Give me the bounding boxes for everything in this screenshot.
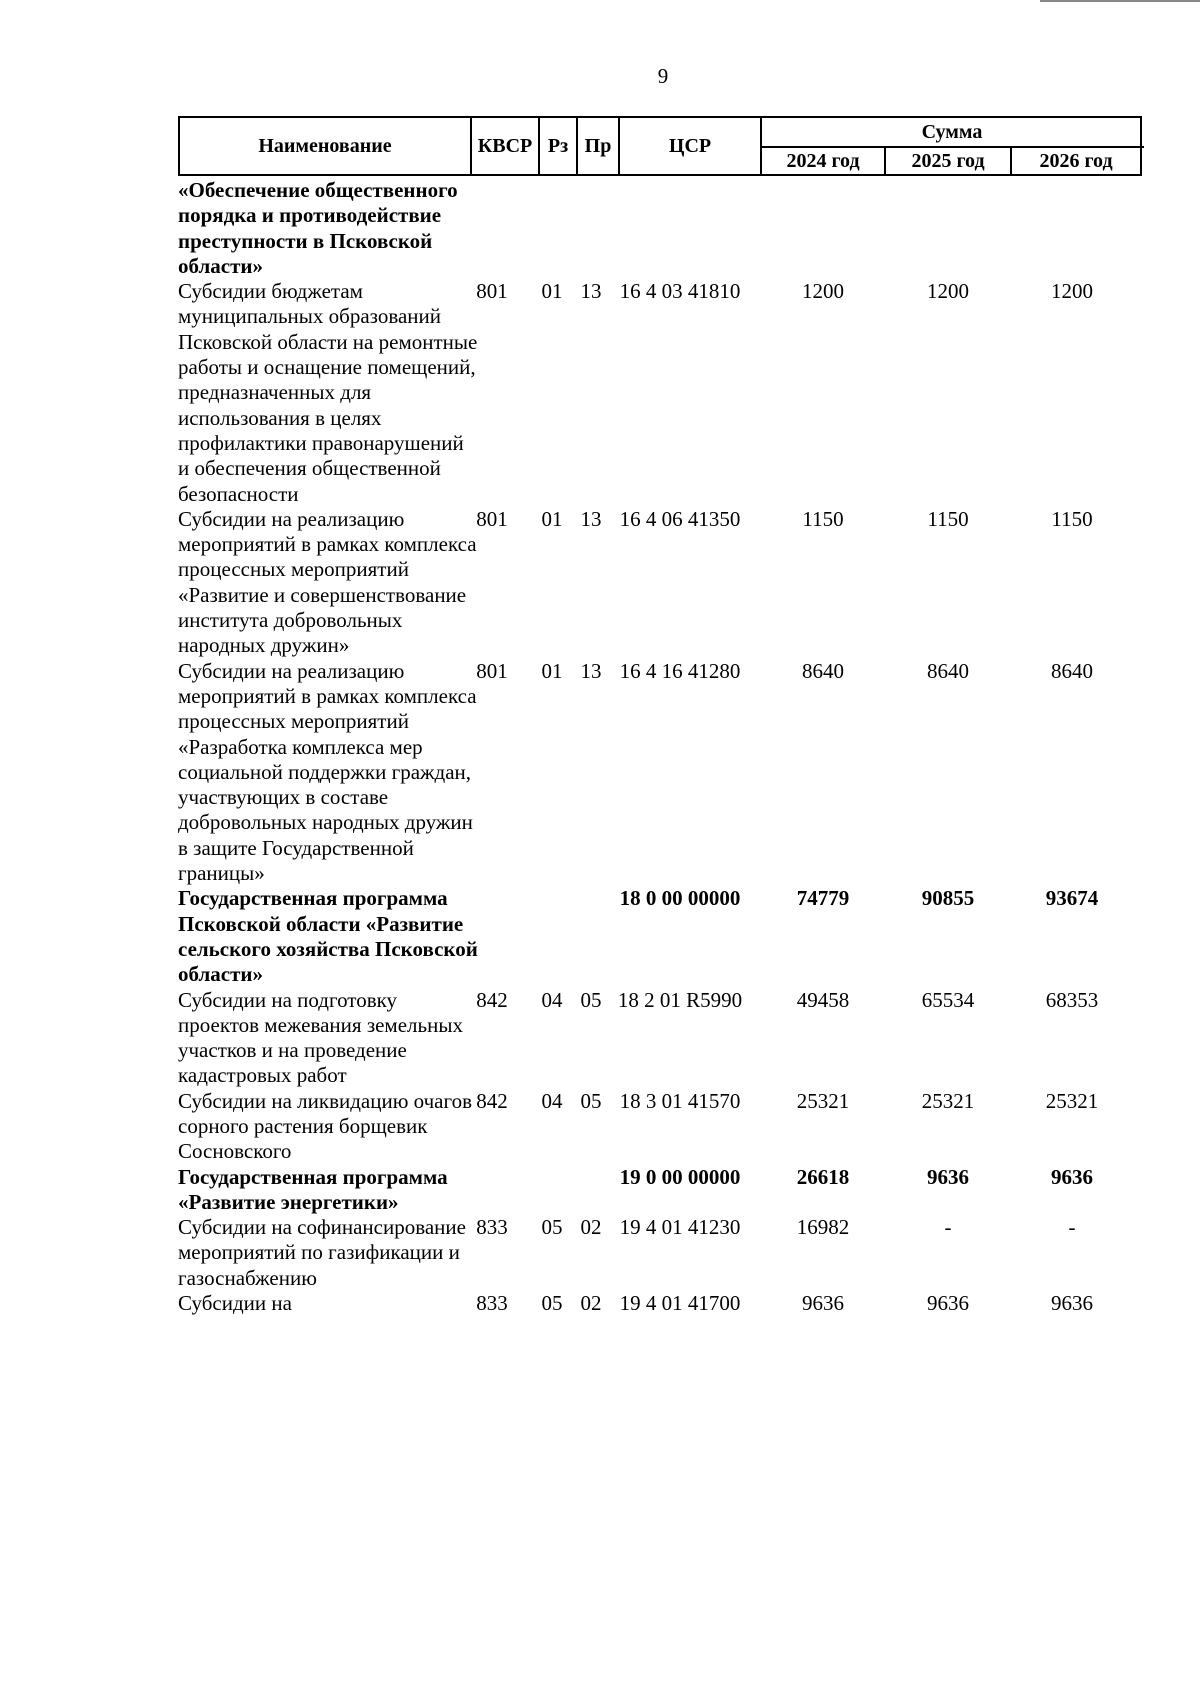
table-row	[178, 1215, 1142, 1291]
row-name: Субсидии на софинансирование мероприятий по газификации и газоснабжению	[178, 1215, 466, 1290]
row-csr: 18 3 01 41570	[619, 1088, 741, 1113]
row-rz: 04	[541, 1088, 563, 1113]
row-amount-2026: 25321	[1045, 1088, 1099, 1113]
table-row	[178, 507, 1142, 659]
row-csr: 18 2 01 R5990	[617, 987, 743, 1012]
row-name: Государственная программа «Развитие энергетики»	[178, 1164, 448, 1214]
row-pr: 02	[580, 1291, 602, 1316]
row-amount-2026: 8640	[1051, 658, 1093, 683]
row-rz: 05	[541, 1215, 563, 1240]
row-pr: 05	[580, 1088, 602, 1113]
row-amount-2024: 25321	[796, 1088, 850, 1113]
row-amount-2026: -	[1068, 1215, 1076, 1240]
scan-edge-line	[1040, 0, 1200, 2]
table-row	[178, 886, 1142, 987]
header-name: Наименование	[258, 134, 392, 157]
row-rz: 01	[541, 279, 563, 304]
header-year-2025: 2025 год	[911, 149, 985, 172]
row-kvsr: 801	[476, 658, 508, 683]
header-year-2024: 2024 год	[786, 149, 860, 172]
row-rz: 01	[541, 658, 563, 683]
header-sum: Сумма	[921, 120, 983, 143]
row-name: Государственная программа Псковской области «Развитие сельского хозяйства Псковской области»	[178, 886, 478, 987]
row-kvsr: 801	[476, 279, 508, 304]
row-rz: 05	[541, 1291, 563, 1316]
table-header	[178, 116, 1142, 176]
row-amount-2025: 90855	[921, 886, 975, 911]
header-csr: ЦСР	[668, 134, 712, 157]
header-year-2026: 2026 год	[1039, 149, 1113, 172]
row-name: «Обеспечение общественного порядка и противодействие преступности в Псковской области»	[178, 178, 458, 278]
row-name: Субсидии на	[178, 1291, 292, 1316]
row-pr: 02	[580, 1215, 602, 1240]
row-name: Субсидии на подготовку проектов межевания земельных участков и на проведение кадастровых работ	[178, 987, 463, 1088]
row-amount-2024: 74779	[796, 886, 850, 911]
row-amount-2024: 1200	[802, 279, 844, 304]
row-csr: 18 0 00 00000	[619, 886, 741, 911]
row-amount-2025: 1150	[927, 506, 969, 531]
row-amount-2024: 8640	[802, 658, 844, 683]
header-pr: Пр	[584, 134, 612, 157]
row-csr: 16 4 03 41810	[619, 279, 741, 304]
table-row	[178, 988, 1142, 1089]
row-amount-2026: 93674	[1045, 886, 1099, 911]
row-csr: 16 4 06 41350	[619, 506, 741, 531]
row-amount-2024: 26618	[796, 1164, 850, 1189]
row-kvsr: 842	[476, 1088, 508, 1113]
table-row	[178, 1089, 1142, 1165]
row-csr: 19 4 01 41700	[619, 1291, 741, 1316]
table-row	[178, 1165, 1142, 1216]
row-rz: 04	[541, 987, 563, 1012]
row-amount-2025: 8640	[927, 658, 969, 683]
row-amount-2025: 9636	[927, 1164, 969, 1189]
header-kvsr: КВСР	[477, 134, 533, 157]
row-amount-2024: 1150	[802, 506, 844, 531]
row-amount-2025: 65534	[921, 987, 975, 1012]
row-pr: 05	[580, 987, 602, 1012]
row-name: Субсидии на реализацию мероприятий в рамках комплекса процессных мероприятий «Разработка комплекса мер социальной поддержки граждан, участвующих в составе добровольных народных дружин в защите Государственной границы»	[178, 658, 477, 886]
row-csr: 19 4 01 41230	[619, 1215, 741, 1240]
row-amount-2025: 25321	[921, 1088, 975, 1113]
row-name: Субсидии на реализацию мероприятий в рамках комплекса процессных мероприятий «Развитие и совершенствование института добровольных народных дружин»	[178, 506, 477, 658]
row-kvsr: 833	[476, 1291, 508, 1316]
table-body	[178, 178, 1142, 1316]
row-amount-2025: 9636	[927, 1291, 969, 1316]
row-name: Субсидии на ликвидацию очагов сорного растения борщевик Сосновского	[178, 1088, 473, 1164]
row-kvsr: 842	[476, 987, 508, 1012]
table-row	[178, 1291, 1142, 1316]
row-name: Субсидии бюджетам муниципальных образований Псковской области на ремонтные работы и оснащение помещений, предназначенных для использования в целях профилактики правонарушений и обеспечения общественной безопасности	[178, 279, 478, 506]
row-kvsr: 833	[476, 1215, 508, 1240]
row-pr: 13	[580, 658, 602, 683]
row-amount-2025: -	[944, 1215, 952, 1240]
row-amount-2025: 1200	[927, 279, 969, 304]
header-rz: Рз	[547, 134, 569, 157]
row-csr: 19 0 00 00000	[619, 1164, 741, 1189]
row-rz: 01	[541, 506, 563, 531]
table-row	[178, 279, 1142, 507]
row-amount-2026: 68353	[1045, 987, 1099, 1012]
table-row	[178, 178, 1142, 279]
row-pr: 13	[580, 506, 602, 531]
row-csr: 16 4 16 41280	[619, 658, 741, 683]
row-amount-2026: 1150	[1051, 506, 1093, 531]
row-amount-2026: 1200	[1051, 279, 1093, 304]
row-amount-2026: 9636	[1051, 1291, 1093, 1316]
row-amount-2024: 16982	[796, 1215, 850, 1240]
row-amount-2024: 9636	[802, 1291, 844, 1316]
page-number: 9	[657, 64, 669, 88]
row-pr: 13	[580, 279, 602, 304]
row-amount-2026: 9636	[1051, 1164, 1093, 1189]
row-amount-2024: 49458	[796, 987, 850, 1012]
table-row	[178, 659, 1142, 887]
row-kvsr: 801	[476, 506, 508, 531]
